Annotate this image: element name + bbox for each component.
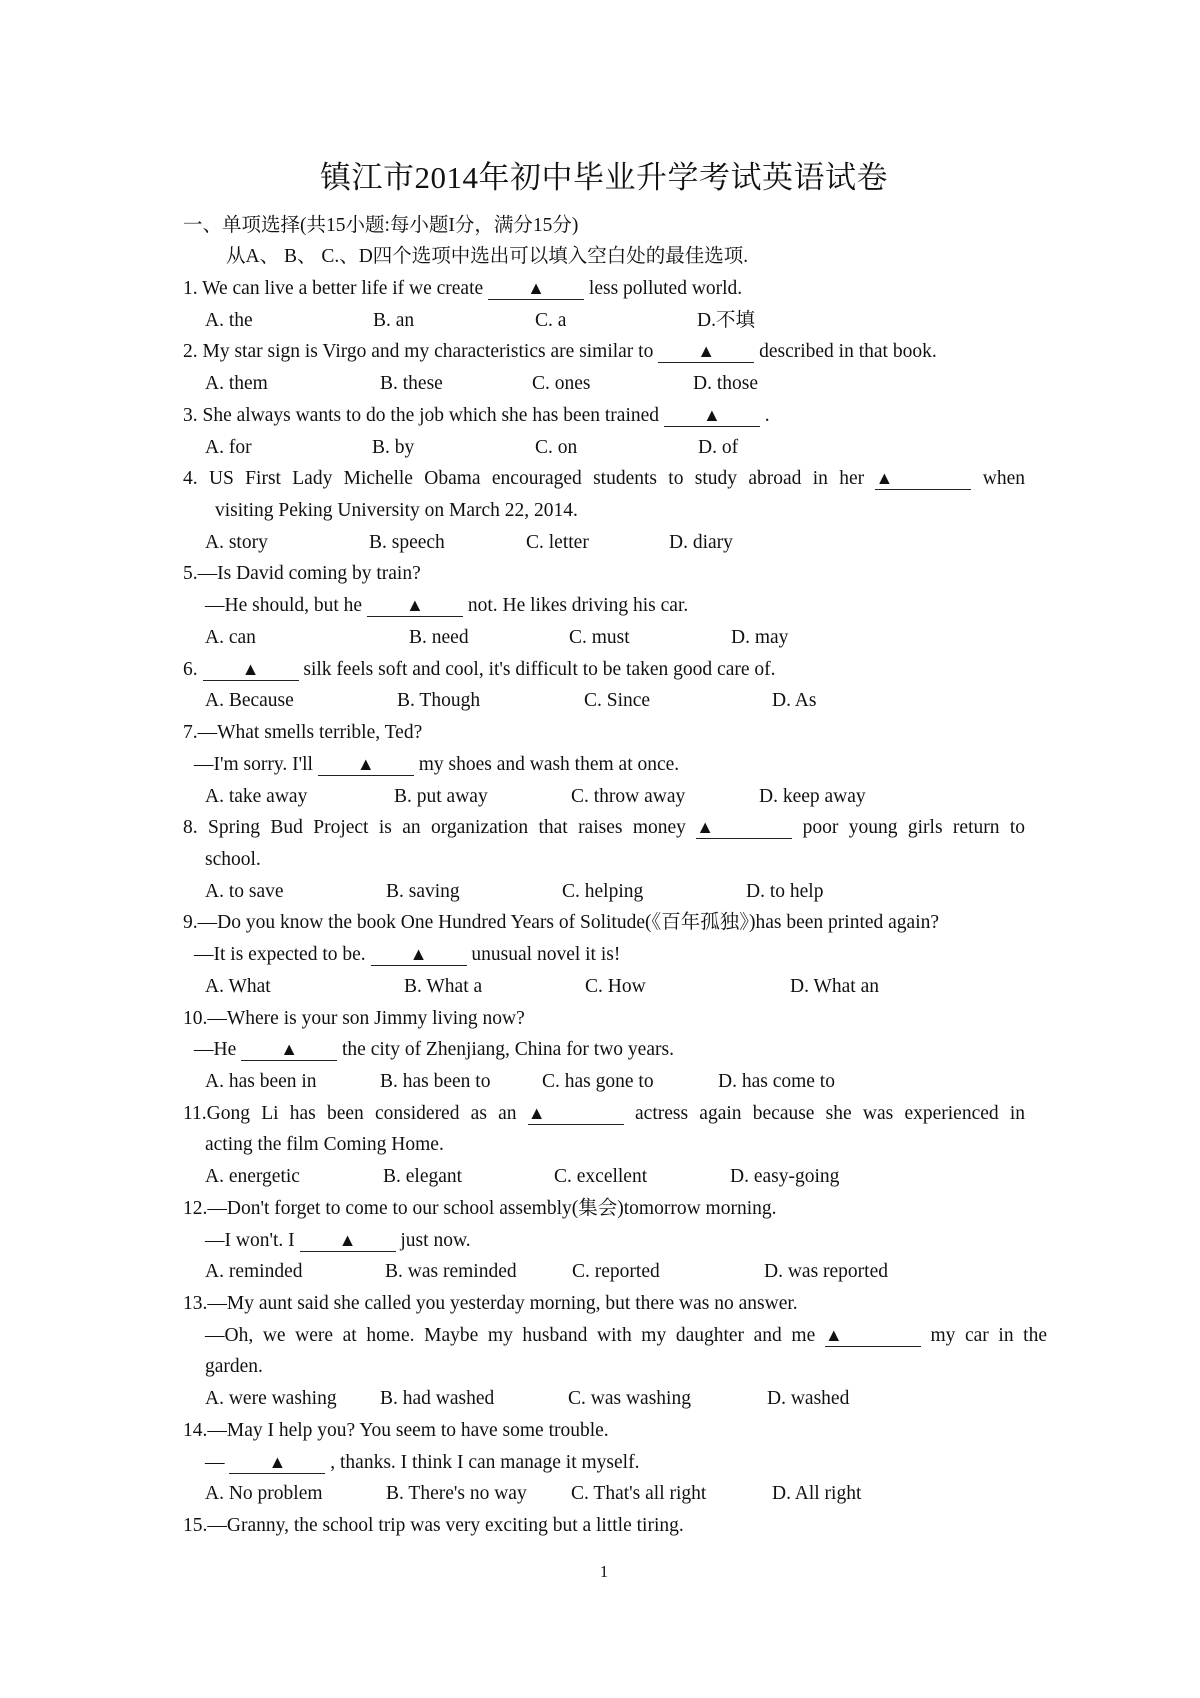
triangle-icon: ▲ [875,468,894,489]
question-1-line [183,273,742,305]
triangle-icon: ▲ [527,278,545,298]
triangle-icon: ▲ [406,595,424,616]
question-6-option-c[interactable]: C. Since [584,690,651,712]
question-stem-continued: the city of Zhenjiang, China for two years. [342,1039,674,1061]
question-3-option-c[interactable]: C. on [535,436,578,458]
question-5-option-d[interactable]: D. may [731,626,789,648]
question-stem: —He [194,1039,237,1061]
triangle-icon: ▲ [527,1102,546,1123]
question-8-option-b[interactable]: B. saving [386,880,460,902]
question-7-option-d[interactable]: D. keep away [759,785,866,807]
question-14-line: 14.—May I help you? You seem to have some trouble. [183,1419,609,1441]
question-13-option-c[interactable]: C. was washing [568,1388,691,1410]
answer-blank[interactable] [825,1324,921,1347]
answer-blank[interactable] [203,658,299,681]
question-stem: 4. US First Lady Michelle Obama encouraged students to study abroad in her [183,468,865,490]
question-10-option-d[interactable]: D. has come to [718,1071,835,1092]
question-stem-continued: . [764,404,770,426]
question-14-line [205,1447,639,1479]
question-14-option-d[interactable]: D. All right [772,1483,862,1505]
question-3-line [183,400,770,432]
question-stem-continued: when [982,468,1026,490]
question-12-line [205,1225,471,1257]
question-stem: 6. [183,658,198,680]
question-9-option-b[interactable]: B. What a [404,975,483,997]
question-11-line: acting the film Coming Home. [205,1134,444,1156]
question-3-option-d[interactable]: D. of [698,436,739,458]
question-stem: —I won't. I [205,1229,295,1251]
question-stem-continued: , thanks. I think I can manage it myself. [330,1451,640,1473]
question-11-line [183,1098,1025,1130]
question-9-line: 9.—Do you know the book One Hundred Years of Solitude(《百年孤独》)has been printed again? [183,912,940,934]
question-1-option-b[interactable]: B. an [373,309,415,331]
question-10-option-c[interactable]: C. has gone to [542,1071,654,1092]
question-13-option-b[interactable]: B. had washed [380,1388,495,1410]
question-2-option-c[interactable]: C. ones [532,373,591,395]
question-stem: 8. Spring Bud Project is an organization that raises money [183,817,686,839]
triangle-icon: ▲ [241,658,260,679]
triangle-icon: ▲ [696,817,715,838]
question-stem: — [205,1451,225,1473]
question-13-option-a[interactable]: A. were washing [205,1388,337,1410]
question-13-line: 13.—My aunt said she called you yesterday morning, but there was no answer. [183,1293,798,1315]
section-instruction: 从A、 B、 C.、D四个选项中选出可以填入空白处的最佳选项. [226,246,749,267]
triangle-icon: ▲ [280,1039,299,1060]
question-stem-continued: silk feels soft and cool, it's difficult to be taken good care of. [303,658,776,680]
question-14-option-a[interactable]: A. No problem [205,1483,323,1505]
question-6-option-a[interactable]: A. Because [205,690,294,712]
triangle-icon: ▲ [409,944,428,965]
question-5-option-c[interactable]: C. must [569,626,630,648]
question-4-option-b[interactable]: B. speech [369,531,445,553]
question-3-option-a[interactable]: A. for [205,436,252,458]
question-stem-continued: just now. [400,1229,471,1251]
answer-blank[interactable] [696,816,792,839]
answer-blank[interactable] [229,1451,325,1474]
question-stem: —Oh, we were at home. Maybe my husband with my daughter and me [205,1324,816,1346]
question-stem: —It is expected to be. [194,944,371,966]
question-stem: 11.Gong Li has been considered as an [183,1102,517,1124]
question-10-option-a[interactable]: A. has been in [205,1071,317,1092]
question-stem: 3. She always wants to do the job which she has been trained [183,404,660,426]
question-4-line [183,463,1025,495]
question-10-option-b[interactable]: B. has been to [380,1071,491,1092]
question-2-option-b[interactable]: B. these [380,373,443,395]
question-1-option-a[interactable]: A. the [205,309,253,331]
answer-blank[interactable] [664,404,760,427]
answer-blank[interactable] [371,943,467,966]
question-2-option-a[interactable]: A. them [205,373,268,395]
question-5-option-a[interactable]: A. can [205,626,256,648]
answer-blank[interactable] [241,1038,337,1061]
question-stem: 1. We can live a better life if we create [183,278,484,299]
question-12-option-a[interactable]: A. reminded [205,1261,303,1283]
question-9-option-d[interactable]: D. What an [790,975,879,997]
question-stem-continued: actress again because she was experienced in [635,1102,1026,1124]
question-12-option-b[interactable]: B. was reminded [385,1261,517,1283]
question-14-option-b[interactable]: B. There's no way [386,1483,527,1505]
question-4-option-a[interactable]: A. story [205,531,268,553]
question-stem: 2. My star sign is Virgo and my characteristics are similar to [183,341,654,363]
answer-blank[interactable] [367,594,463,617]
question-8-line: school. [205,848,261,870]
question-5-line: 5.—Is David coming by train? [183,563,421,585]
answer-blank[interactable] [318,753,414,776]
question-10-line [194,1034,674,1066]
question-13-line: garden. [205,1356,263,1378]
question-stem: —He should, but he [205,595,363,617]
answer-blank[interactable] [300,1229,396,1252]
question-12-line: 12.—Don't forget to come to our school assembly(集会)tomorrow morning. [183,1197,777,1219]
question-6-line [183,654,776,686]
answer-blank[interactable] [658,340,754,363]
question-7-option-c[interactable]: C. throw away [571,785,686,807]
question-1-option-c[interactable]: C. a [535,309,567,331]
question-2-line [183,336,937,368]
question-6-option-d[interactable]: D. As [772,690,817,712]
question-11-option-c[interactable]: C. excellent [554,1166,648,1188]
question-9-option-a[interactable]: A. What [205,975,271,997]
question-11-option-a[interactable]: A. energetic [205,1166,300,1188]
question-4-option-d[interactable]: D. diary [669,531,733,553]
question-11-option-b[interactable]: B. elegant [383,1166,463,1188]
question-8-option-d[interactable]: D. to help [746,880,824,902]
question-11-option-d[interactable]: D. easy-going [730,1166,840,1188]
page-number: 1 [599,1562,609,1581]
triangle-icon: ▲ [702,404,721,425]
question-1-option-d[interactable]: D.不填 [697,309,755,331]
question-9-line [194,939,620,971]
question-3-option-b[interactable]: B. by [372,436,415,458]
question-7-line [194,749,679,781]
question-2-option-d[interactable]: D. those [693,373,758,395]
question-10-line: 10.—Where is your son Jimmy living now? [183,1007,525,1029]
question-stem-continued: my shoes and wash them at once. [418,753,680,775]
answer-blank[interactable] [488,277,584,300]
question-stem-continued: unusual novel it is! [471,944,621,966]
triangle-icon: ▲ [356,753,375,774]
section-heading: 一、单项选择(共15小题:每小题I分，满分15分) [183,215,579,236]
question-6-option-b[interactable]: B. Though [397,690,481,712]
question-stem-continued: not. He likes driving his car. [467,595,689,617]
question-14-option-c[interactable]: C. That's all right [571,1483,707,1505]
question-12-option-c[interactable]: C. reported [572,1261,660,1283]
question-4-line: visiting Peking University on March 22, 2014. [215,500,578,522]
question-7-option-a[interactable]: A. take away [205,785,308,807]
question-8-option-c[interactable]: C. helping [562,880,644,902]
question-9-option-c[interactable]: C. How [585,975,646,997]
triangle-icon: ▲ [697,341,716,362]
question-stem-continued: less polluted world. [588,278,743,299]
question-12-option-d[interactable]: D. was reported [764,1261,888,1283]
question-stem-continued: poor young girls return to [802,817,1026,839]
triangle-icon: ▲ [268,1451,287,1472]
question-7-line: 7.—What smells terrible, Ted? [183,722,423,744]
question-4-option-c[interactable]: C. letter [526,531,589,553]
question-13-line [205,1320,1047,1352]
question-stem-continued: described in that book. [759,341,937,363]
question-5-option-b[interactable]: B. need [409,626,469,648]
triangle-icon: ▲ [824,1324,843,1345]
triangle-icon: ▲ [338,1229,357,1250]
exam-title: 镇江市2014年初中毕业升学考试英语试卷 [320,160,888,195]
answer-blank[interactable] [875,467,971,490]
answer-blank[interactable] [528,1102,624,1125]
question-stem-continued: my car in the [930,1324,1048,1346]
question-5-line [205,590,688,622]
question-15-line: 15.—Granny, the school trip was very exciting but a little tiring. [183,1515,684,1537]
question-stem: —I'm sorry. I'll [194,753,313,775]
question-13-option-d[interactable]: D. washed [767,1388,850,1410]
question-8-option-a[interactable]: A. to save [205,880,284,902]
question-8-line [183,812,1025,844]
question-7-option-b[interactable]: B. put away [394,785,488,807]
